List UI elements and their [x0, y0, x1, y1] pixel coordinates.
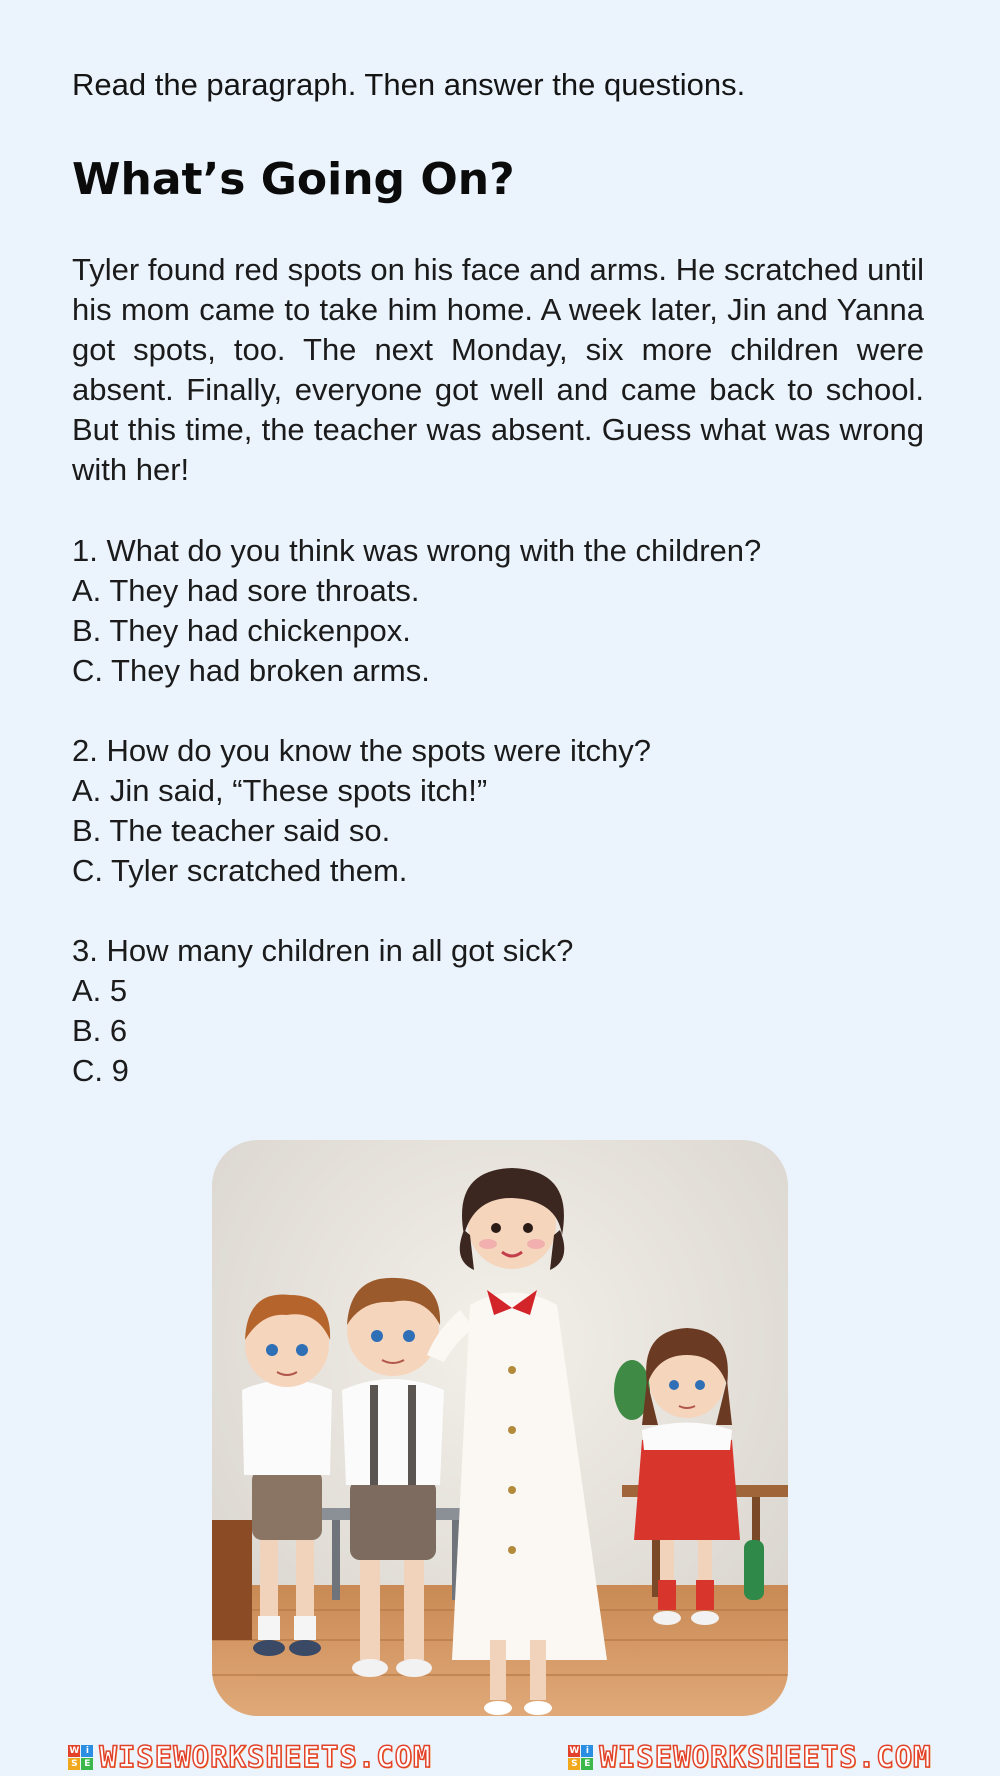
- brand-text: WISEWORKSHEETS.COM: [599, 1740, 932, 1774]
- brand-watermark: [68, 1740, 431, 1774]
- illustration-art: [212, 1140, 788, 1716]
- reading-paragraph: Tyler found red spots on his face and arms. He scratched until his mom came to take him home. A week later, Jin and Yanna got spots, too. The next Monday, six more children were absent. Finally, everyone got well and came back to school. But this time, the teacher was absent. Guess what was wrong with her!: [72, 252, 924, 487]
- answer-option: C. They had broken arms.: [72, 653, 430, 688]
- question-text: 2. How do you know the spots were itchy?: [72, 733, 651, 768]
- answer-option: A. They had sore throats.: [72, 573, 420, 608]
- question-text: 3. How many children in all got sick?: [72, 933, 574, 968]
- brand-text: WISEWORKSHEETS.COM: [99, 1740, 432, 1774]
- brand-logo-icon: W i S E: [68, 1745, 93, 1770]
- instruction-text: Read the paragraph. Then answer the questions.: [72, 67, 746, 102]
- question-3: [72, 931, 932, 1091]
- questions-section: [72, 531, 932, 1131]
- answer-option: B. The teacher said so.: [72, 813, 391, 848]
- chair: [212, 1520, 252, 1640]
- question-text: 1. What do you think was wrong with the children?: [72, 533, 762, 568]
- page-title: What’s Going On?: [72, 154, 515, 205]
- answer-option: B. They had chickenpox.: [72, 613, 411, 648]
- question-2: [72, 731, 932, 891]
- answer-option: A. 5: [72, 973, 128, 1008]
- bottle: [744, 1540, 764, 1600]
- brand-logo-icon: W i S E: [568, 1745, 593, 1770]
- footer-watermark: [0, 1738, 1000, 1776]
- question-1: [72, 531, 932, 691]
- answer-option: A. Jin said, “These spots itch!”: [72, 773, 488, 808]
- answer-option: C. 9: [72, 1053, 129, 1088]
- classroom-illustration: [212, 1140, 788, 1716]
- answer-option: C. Tyler scratched them.: [72, 853, 408, 888]
- answer-option: B. 6: [72, 1013, 128, 1048]
- brand-watermark: [568, 1740, 931, 1774]
